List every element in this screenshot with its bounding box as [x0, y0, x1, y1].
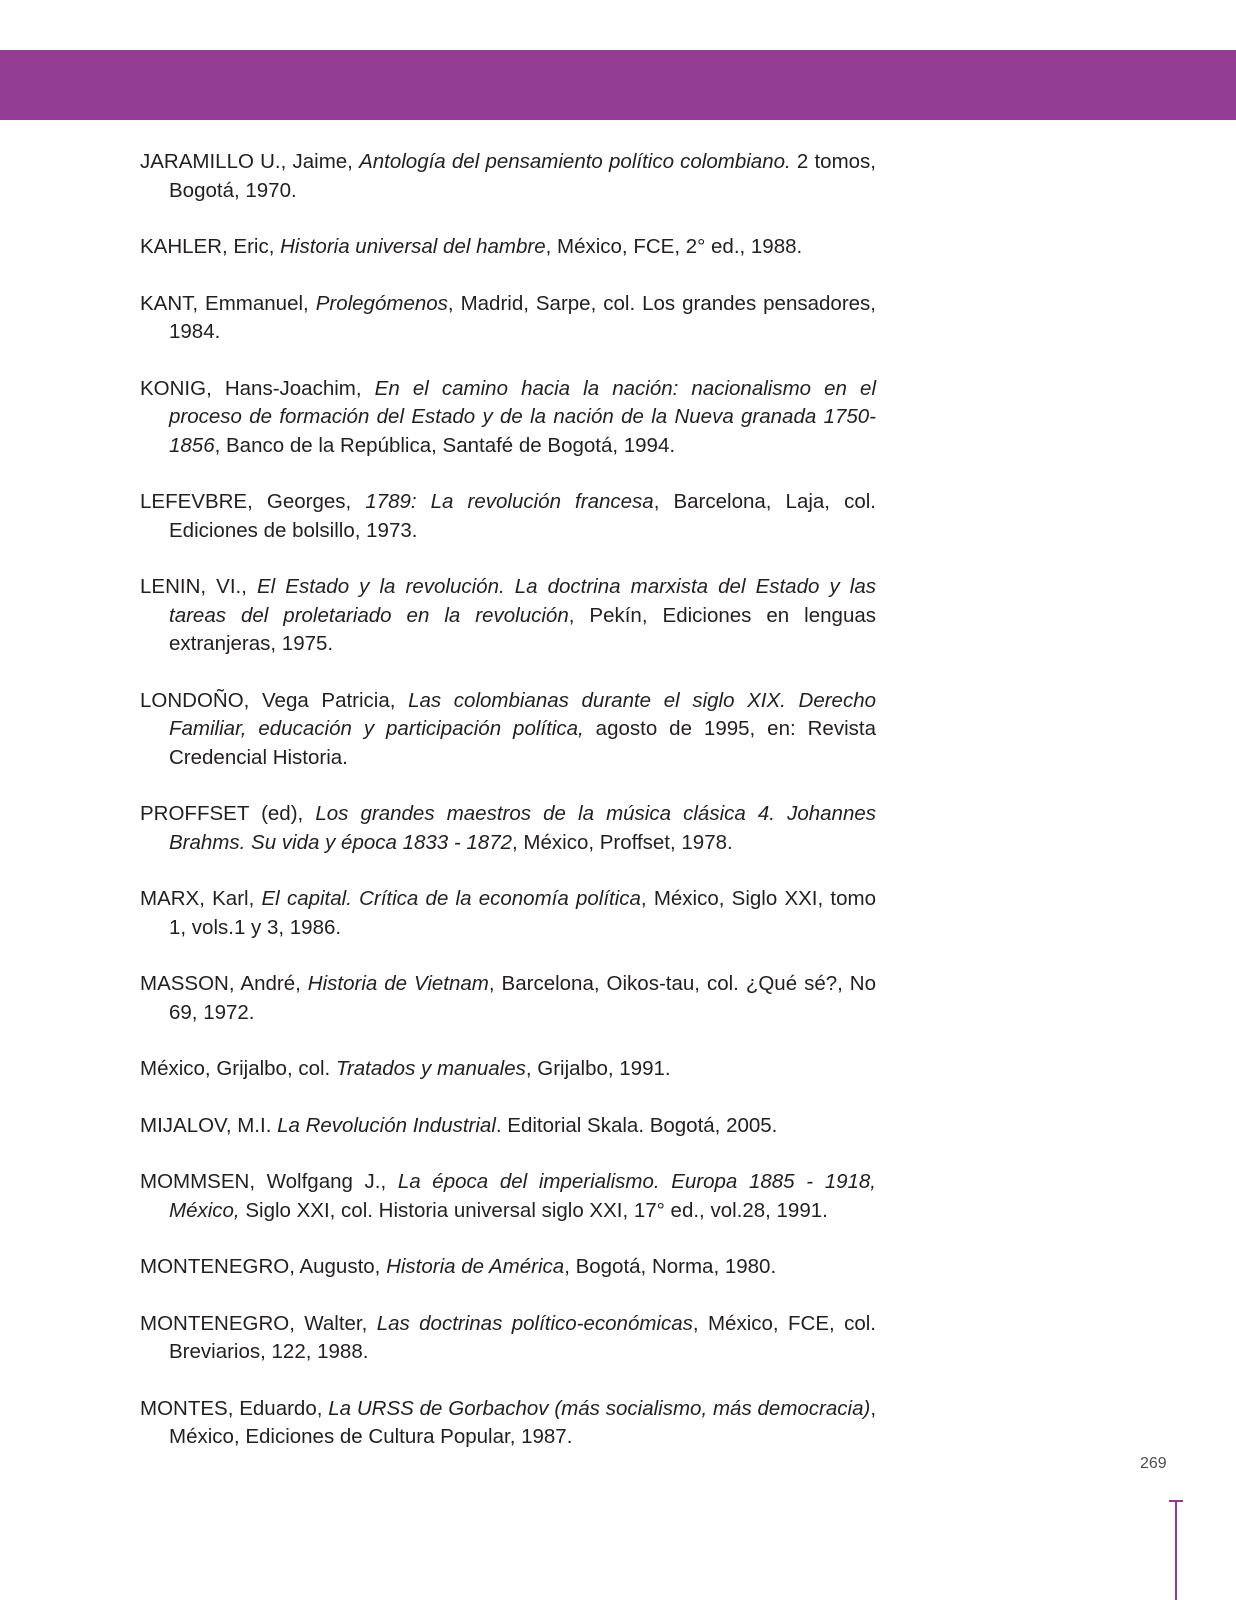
entry-author: LENIN, VI., — [140, 575, 257, 598]
entry-title: Antología del pensamiento político colombiano. — [359, 150, 791, 173]
bibliography-list — [140, 148, 876, 1480]
entry-title: El capital. Crítica de la economía política — [261, 887, 641, 910]
bibliography-entry — [140, 1112, 876, 1141]
entry-author: JARAMILLO U., Jaime, — [140, 150, 360, 173]
bibliography-entry — [140, 148, 876, 205]
entry-author: MASSON, André, — [140, 972, 308, 995]
entry-title: 1789: La revolución francesa — [365, 490, 654, 513]
bibliography-entry — [140, 1168, 876, 1225]
entry-author: LEFEVBRE, Georges, — [140, 490, 366, 513]
entry-details: , México, FCE, 2° ed., 1988. — [545, 235, 803, 258]
bibliography-entry — [140, 800, 876, 857]
bibliography-entry — [140, 1310, 876, 1367]
bibliography-entry — [140, 1253, 876, 1282]
page-rule — [1175, 1500, 1177, 1600]
entry-author: PROFFSET (ed), — [140, 802, 316, 825]
bibliography-entry — [140, 233, 876, 262]
bibliography-entry — [140, 573, 876, 659]
entry-title: Los grandes maestros de la música clásica 4. Johannes Brahms. Su vida y época 1833 - 1872 — [169, 802, 877, 854]
entry-author: KONIG, Hans-Joachim, — [140, 376, 375, 400]
entry-title: La Revolución Industrial — [277, 1113, 496, 1137]
entry-details: , Madrid, Sarpe, col. Los grandes pensadores, 1984. — [169, 291, 876, 343]
entry-title: Las doctrinas político-económicas — [376, 1311, 693, 1335]
entry-details: , México, Siglo XXI, tomo 1, vols.1 y 3, 1986. — [169, 887, 876, 939]
entry-author: MOMMSEN, Wolfgang J., — [140, 1170, 398, 1193]
entry-details: agosto de 1995, en: Revista Credencial Historia. — [169, 717, 876, 769]
entry-title: Historia de América — [386, 1255, 565, 1278]
entry-author: MONTENEGRO, Augusto, — [140, 1255, 387, 1278]
bibliography-entry — [140, 1395, 876, 1452]
entry-title: Historia de Vietnam — [307, 972, 489, 995]
entry-title: En el camino hacia la nación: nacionalismo en el proceso de formación del Estado y de la nación de la Nueva granada 1750-1856 — [169, 376, 876, 457]
entry-title: Tratados y manuales — [335, 1057, 526, 1080]
entry-author: MIJALOV, M.I. — [140, 1113, 278, 1137]
bibliography-entry — [140, 885, 876, 942]
entry-title: La época del imperialismo. Europa 1885 - 1918, México, — [169, 1170, 877, 1222]
entry-author: MONTES, Eduardo, — [140, 1396, 329, 1420]
header-band — [0, 50, 1236, 120]
entry-title: La URSS de Gorbachov (más socialismo, más democracia) — [328, 1396, 871, 1420]
entry-details: , México, Ediciones de Cultura Popular, 1987. — [169, 1396, 877, 1448]
entry-details: , México, FCE, col. Breviarios, 122, 1988. — [169, 1311, 876, 1363]
bibliography-entry — [140, 375, 876, 461]
entry-author: MONTENEGRO, Walter, — [140, 1311, 377, 1335]
entry-details: , Pekín, Ediciones en lenguas extranjeras, 1975. — [169, 603, 876, 655]
entry-title: El Estado y la revolución. La doctrina marxista del Estado y las tareas del proletariado en la revolución — [169, 575, 876, 627]
entry-details: Siglo XXI, col. Historia universal siglo XXI, 17° ed., vol.28, 1991. — [239, 1198, 828, 1222]
entry-title: Las colombianas durante el siglo XIX. Derecho Familiar, educación y participación política, — [169, 688, 876, 740]
entry-author: KAHLER, Eric, — [140, 235, 281, 258]
page-number: 269 — [1140, 1455, 1167, 1472]
entry-author: MARX, Karl, — [140, 887, 262, 910]
entry-details: , Grijalbo, 1991. — [525, 1057, 671, 1080]
bibliography-entry — [140, 488, 876, 545]
bibliography-entry — [140, 687, 876, 773]
entry-details: , Barcelona, Oikos-tau, col. ¿Qué sé?, No 69, 1972. — [169, 972, 877, 1024]
entry-details: , Barcelona, Laja, col. Ediciones de bolsillo, 1973. — [169, 490, 876, 542]
entry-details: , Banco de la República, Santafé de Bogotá, 1994. — [214, 433, 676, 457]
bibliography-entry — [140, 1055, 876, 1084]
entry-author: México, Grijalbo, col. — [140, 1057, 336, 1080]
entry-title: Historia universal del hambre — [280, 235, 546, 258]
bibliography-entry — [140, 970, 876, 1027]
entry-title: Prolegómenos — [315, 291, 448, 315]
entry-details: . Editorial Skala. Bogotá, 2005. — [495, 1113, 778, 1137]
entry-author: KANT, Emmanuel, — [140, 291, 316, 315]
entry-details: , Bogotá, Norma, 1980. — [564, 1255, 777, 1278]
bibliography-entry — [140, 290, 876, 347]
entry-details: , México, Proffset, 1978. — [512, 830, 733, 854]
entry-details: 2 tomos, Bogotá, 1970. — [169, 150, 877, 202]
entry-author: LONDOÑO, Vega Patricia, — [140, 688, 409, 712]
